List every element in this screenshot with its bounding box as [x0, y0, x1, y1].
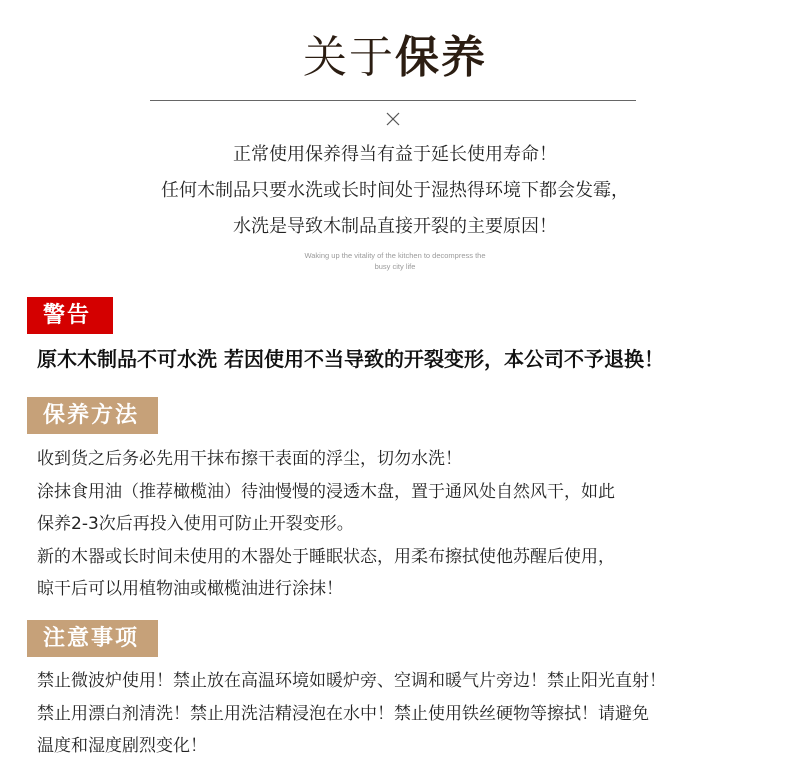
- title-light: 关于: [303, 32, 395, 83]
- cross-icon: [384, 110, 402, 128]
- tagline-line: busy city life: [374, 262, 416, 271]
- page-title: [0, 30, 790, 86]
- notice-line: 温度和湿度剧烈变化！: [37, 736, 207, 756]
- intro-line: 水洗是导致木制品直接开裂的主要原因！: [233, 216, 557, 237]
- care-line: 保养2-3次后再投入使用可防止开裂变形。: [37, 514, 354, 534]
- notice-line: 禁止用漂白剂清洗！禁止用洗洁精浸泡在水中！禁止使用铁丝硬物等擦拭！请避免: [37, 703, 649, 724]
- title-bold: 保养: [395, 32, 487, 83]
- care-method-paragraph: [37, 443, 615, 606]
- notice-badge: 注意事项: [27, 620, 158, 657]
- intro-line: 任何木制品只要水洗或长时间处于湿热得环境下都会发霉，: [161, 180, 629, 201]
- warning-text: 原木木制品不可水洗 若因使用不当导致的开裂变形，本公司不予退换！: [37, 347, 664, 371]
- notice-line: 禁止微波炉使用！禁止放在高温环境如暖炉旁、空调和暖气片旁边！禁止阳光直射！: [37, 671, 666, 691]
- care-line: 晾干后可以用植物油或橄榄油进行涂抹！: [37, 579, 343, 599]
- care-line: 涂抹食用油（推荐橄榄油）待油慢慢的浸透木盘，置于通风处自然风干，如此: [37, 481, 615, 502]
- warning-badge: 警告: [27, 297, 113, 334]
- care-line: 收到货之后务必先用干抹布擦干表面的浮尘，切勿水洗！: [37, 449, 462, 469]
- english-tagline: [0, 250, 790, 272]
- notice-paragraph: [37, 665, 666, 763]
- intro-line: 正常使用保养得当有益于延长使用寿命！: [233, 144, 557, 165]
- care-line: 新的木器或长时间未使用的木器处于睡眠状态，用柔布擦拭使他苏醒后使用，: [37, 546, 615, 567]
- title-divider-line: [150, 100, 636, 101]
- tagline-line: Waking up the vitality of the kitchen to decompress the: [304, 251, 486, 260]
- care-method-badge: 保养方法: [27, 397, 158, 434]
- intro-paragraph: [0, 137, 790, 245]
